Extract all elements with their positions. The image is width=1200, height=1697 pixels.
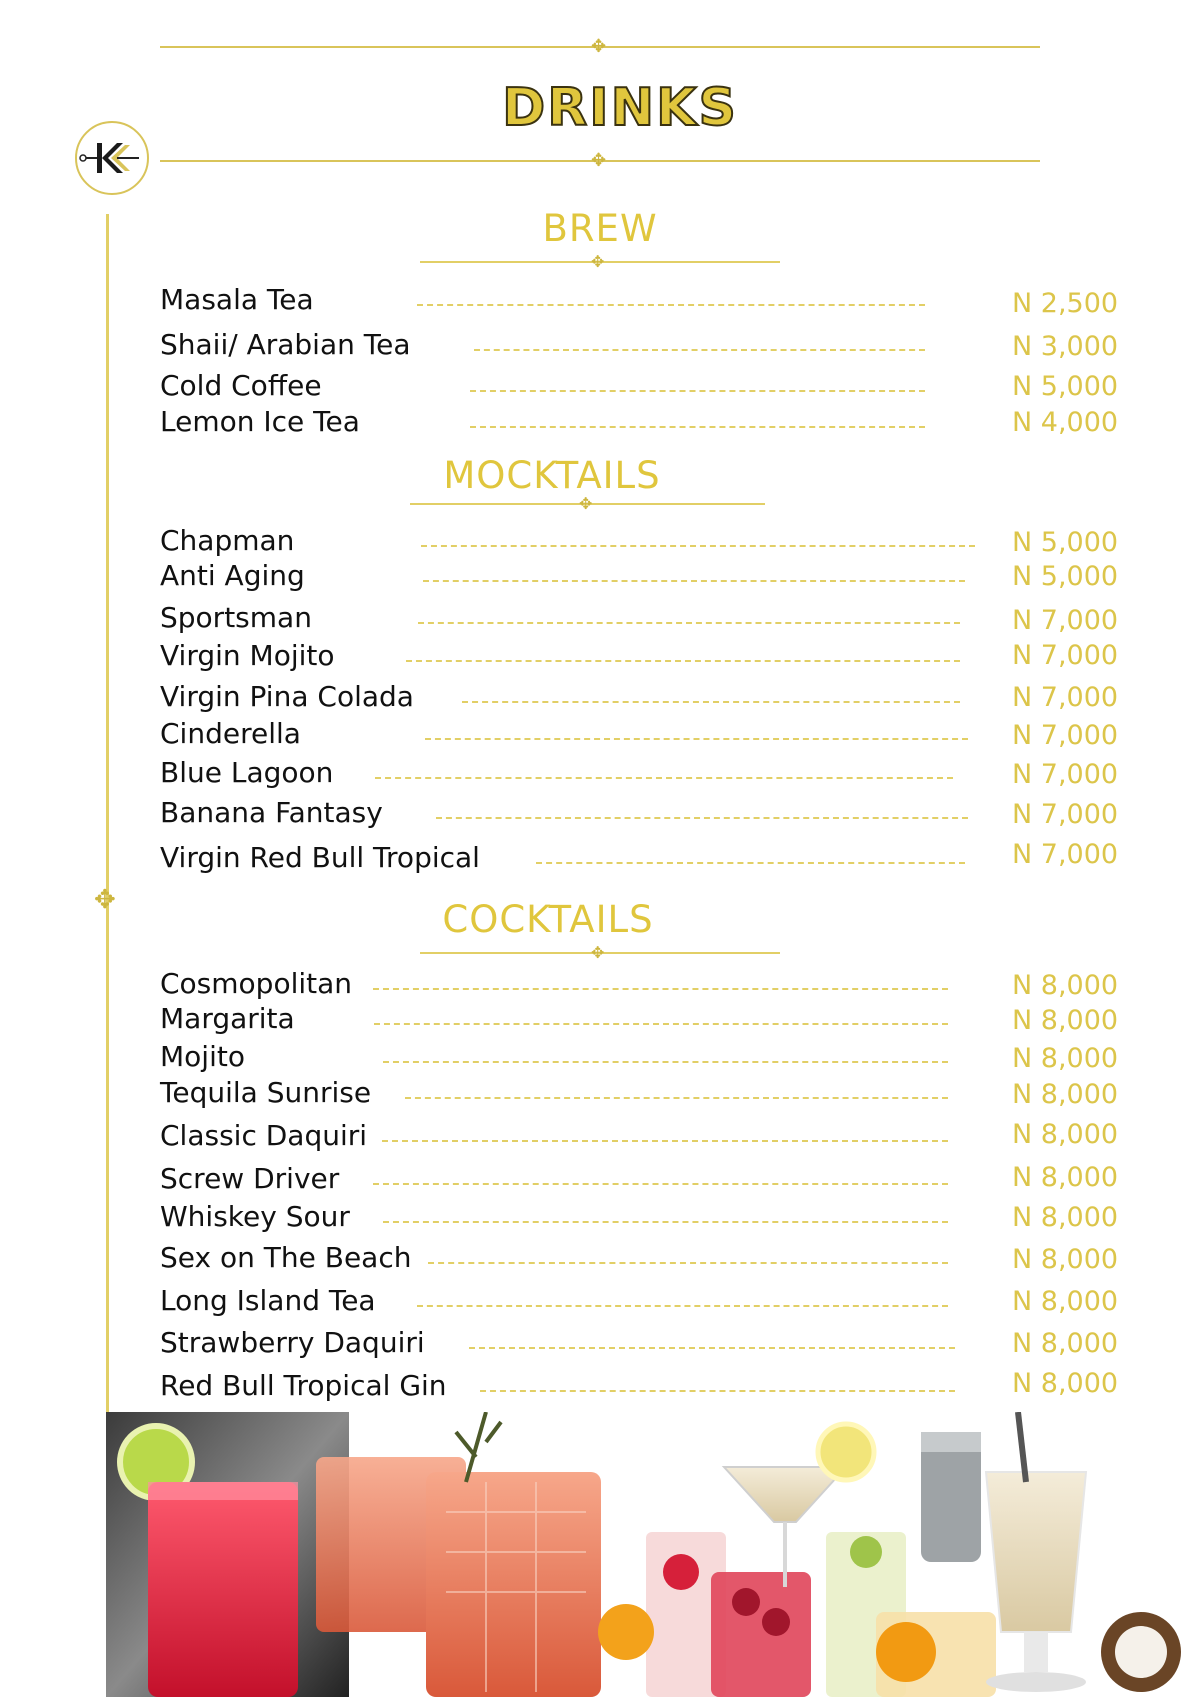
menu-item-price: N 7,000 (1012, 799, 1119, 830)
menu-item-price: N 8,000 (1012, 1005, 1119, 1036)
k-arrow-logo-icon (75, 121, 149, 195)
page-title: DRINKS (502, 78, 738, 138)
menu-item-name: Tequila Sunrise (160, 1076, 372, 1109)
menu-item-price: N 7,000 (1012, 759, 1119, 790)
menu-item-name: Banana Fantasy (160, 796, 383, 829)
fleur-ornament-icon: ✥ (94, 885, 116, 915)
menu-item-price: N 4,000 (1012, 407, 1119, 438)
menu-item-name: Virgin Mojito (160, 639, 335, 672)
fleur-ornament-icon: ✥ (591, 36, 607, 57)
dotted-leader (425, 738, 968, 740)
dotted-leader (373, 1183, 948, 1185)
fleur-ornament-icon: ✥ (591, 252, 605, 271)
section-title-mocktails: MOCKTAILS (443, 454, 661, 497)
dotted-leader (470, 426, 925, 428)
menu-item-name: Virgin Pina Colada (160, 680, 414, 713)
menu-item-price: N 7,000 (1012, 640, 1119, 671)
menu-item-price: N 8,000 (1012, 1368, 1119, 1399)
menu-item-name: Chapman (160, 524, 295, 557)
menu-item-name: Masala Tea (160, 283, 314, 316)
menu-item-price: N 3,000 (1012, 331, 1119, 362)
dotted-leader (405, 1097, 948, 1099)
menu-item-price: N 7,000 (1012, 720, 1119, 751)
menu-item-name: Virgin Red Bull Tropical (160, 841, 480, 874)
dotted-leader (383, 1221, 948, 1223)
section-title-cocktails: COCKTAILS (442, 898, 654, 941)
cream-drink-glass (986, 1472, 1086, 1632)
menu-item-name: Sportsman (160, 601, 312, 634)
dotted-leader (373, 988, 948, 990)
red-drink-glass (148, 1482, 298, 1697)
menu-item-price: N 8,000 (1012, 1119, 1119, 1150)
menu-item-name: Cold Coffee (160, 369, 322, 402)
drinks-photo-strip (106, 1412, 1200, 1697)
dotted-leader (383, 1061, 948, 1063)
dotted-leader (375, 777, 953, 779)
dotted-leader (417, 304, 925, 306)
menu-item-price: N 7,000 (1012, 839, 1119, 870)
menu-item-price: N 8,000 (1012, 970, 1119, 1001)
menu-item-name: Whiskey Sour (160, 1200, 350, 1233)
fleur-ornament-icon: ✥ (579, 494, 593, 513)
dotted-leader (474, 349, 925, 351)
menu-item-name: Screw Driver (160, 1162, 340, 1195)
menu-item-name: Anti Aging (160, 559, 305, 592)
side-rule (106, 214, 109, 1414)
menu-item-price: N 8,000 (1012, 1244, 1119, 1275)
menu-item-price: N 7,000 (1012, 605, 1119, 636)
dotted-leader (469, 1347, 955, 1349)
menu-item-name: Red Bull Tropical Gin (160, 1369, 447, 1402)
menu-item-name: Sex on The Beach (160, 1241, 412, 1274)
dotted-leader (418, 622, 960, 624)
dotted-leader (480, 1390, 955, 1392)
amber-glass-2 (426, 1472, 601, 1697)
section-title-brew: BREW (542, 207, 658, 250)
menu-item-price: N 8,000 (1012, 1286, 1119, 1317)
menu-item-price: N 7,000 (1012, 682, 1119, 713)
dotted-leader (470, 390, 925, 392)
menu-item-name: Classic Daquiri (160, 1119, 368, 1152)
menu-item-price: N 5,000 (1012, 561, 1119, 592)
fleur-ornament-icon: ✥ (591, 150, 607, 171)
dotted-leader (462, 701, 960, 703)
berry-drink (711, 1572, 811, 1697)
menu-item-price: N 5,000 (1012, 527, 1119, 558)
dotted-leader (374, 1023, 948, 1025)
menu-item-price: N 5,000 (1012, 371, 1119, 402)
menu-item-price: N 8,000 (1012, 1043, 1119, 1074)
menu-item-name: Long Island Tea (160, 1284, 376, 1317)
dotted-leader (421, 545, 975, 547)
menu-item-name: Blue Lagoon (160, 756, 334, 789)
menu-item-name: Shaii/ Arabian Tea (160, 328, 411, 361)
menu-item-name: Mojito (160, 1040, 245, 1073)
dotted-leader (536, 862, 965, 864)
menu-item-name: Margarita (160, 1002, 295, 1035)
dotted-leader (382, 1140, 948, 1142)
menu-item-name: Cosmopolitan (160, 967, 353, 1000)
dotted-leader (436, 817, 968, 819)
menu-item-name: Strawberry Daquiri (160, 1326, 425, 1359)
menu-item-price: N 2,500 (1012, 288, 1119, 319)
dotted-leader (423, 580, 965, 582)
menu-item-name: Cinderella (160, 717, 301, 750)
menu-item-price: N 8,000 (1012, 1202, 1119, 1233)
menu-item-price: N 8,000 (1012, 1079, 1119, 1110)
menu-item-name: Lemon Ice Tea (160, 405, 360, 438)
menu-item-price: N 8,000 (1012, 1328, 1119, 1359)
fleur-ornament-icon: ✥ (591, 943, 605, 962)
dotted-leader (417, 1305, 948, 1307)
dotted-leader (406, 660, 960, 662)
dotted-leader (428, 1262, 948, 1264)
menu-item-price: N 8,000 (1012, 1162, 1119, 1193)
